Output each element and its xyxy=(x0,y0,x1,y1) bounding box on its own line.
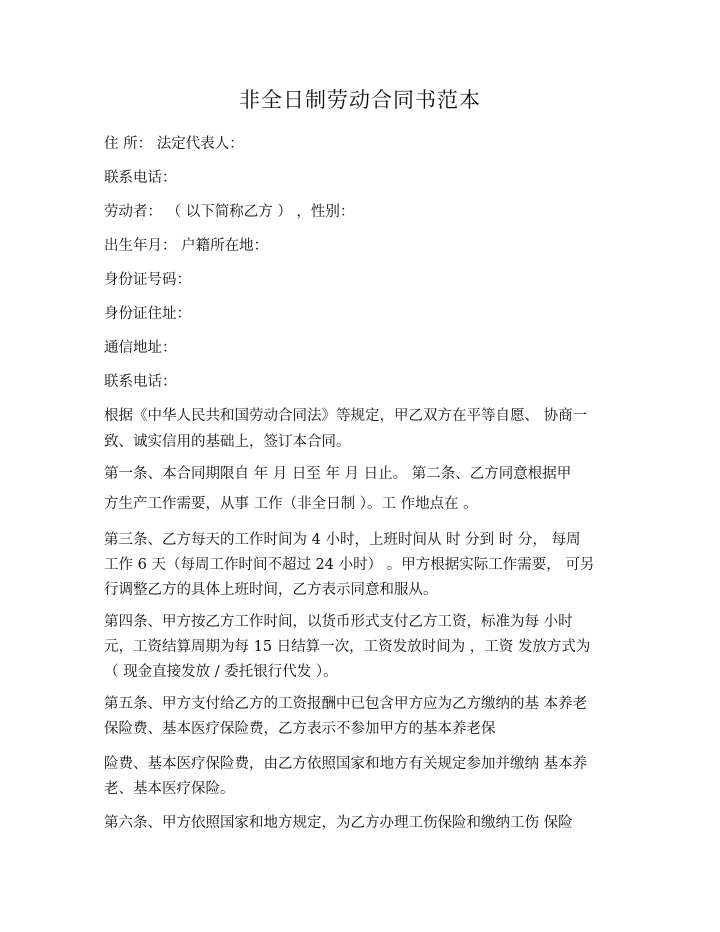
article-4-line-1: 第四条、甲方按乙方工作时间，以货币形式支付乙方工资，标准为每 小时 xyxy=(104,614,573,630)
article-1-2-line-1: 第一条、本合同期限自 年 月 日至 年 月 日止。 第二条、乙方同意根据甲 xyxy=(104,466,572,482)
para-preamble-line-1: 根据《中华人民共和国劳动合同法》等规定，甲乙双方在平等自愿、 协商一 xyxy=(104,408,588,424)
line-id-number: 身份证号码： xyxy=(104,272,191,288)
line-birth-household: 出生年月： 户籍所在地： xyxy=(104,238,269,254)
para-preamble-line-2: 致、诚实信用的基础上，签订本合同。 xyxy=(104,434,351,450)
article-5-line-2: 保险费、基本医疗保险费，乙方表示不参加甲方的基本养老保 xyxy=(104,721,496,737)
article-4-line-2: 元，工资结算周期为每 15 日结算一次，工资发放时间为 ，工资 发放方式为 xyxy=(104,639,591,655)
line-mailing-address: 通信地址： xyxy=(104,340,177,356)
article-3-line-2: 工作 6 天（每周工作时间不超过 24 小时） 。甲方根据实际工作需要， 可另 xyxy=(104,557,595,573)
article-1-2-line-2: 方生产工作需要，从事 工作（非全日制 ）。工 作地点在 。 xyxy=(104,496,478,512)
line-contact-phone-2: 联系电话： xyxy=(104,374,177,390)
line-address-representative: 住 所： 法定代表人： xyxy=(104,136,244,152)
article-3-line-3: 行调整乙方的具体上班时间，乙方表示同意和服从。 xyxy=(104,582,438,598)
article-5-line-1: 第五条、甲方支付给乙方的工资报酬中已包含甲方应为乙方缴纳的基 本养老 xyxy=(104,696,588,712)
article-6-line-1: 第六条、甲方依照国家和地方规定，为乙方办理工伤保险和缴纳工伤 保险 xyxy=(104,815,573,831)
article-5-line-4: 老、基本医疗保险。 xyxy=(104,781,235,797)
line-id-address: 身份证住址： xyxy=(104,306,191,322)
line-worker: 劳动者： （ 以下简称乙方 ） ，性别： xyxy=(104,204,355,220)
article-4-line-3: （ 现金直接发放 / 委托银行代发 ）。 xyxy=(104,664,338,680)
document-title: 非全日制劳动合同书范本 xyxy=(239,88,481,112)
line-contact-phone: 联系电话： xyxy=(104,170,177,186)
article-5-line-3: 险费、基本医疗保险费，由乙方依照国家和地方有关规定参加并缴纳 基本养 xyxy=(104,756,588,772)
article-3-line-1: 第三条、乙方每天的工作时间为 4 小时，上班时间从 时 分到 时 分， 每周 xyxy=(104,532,581,548)
